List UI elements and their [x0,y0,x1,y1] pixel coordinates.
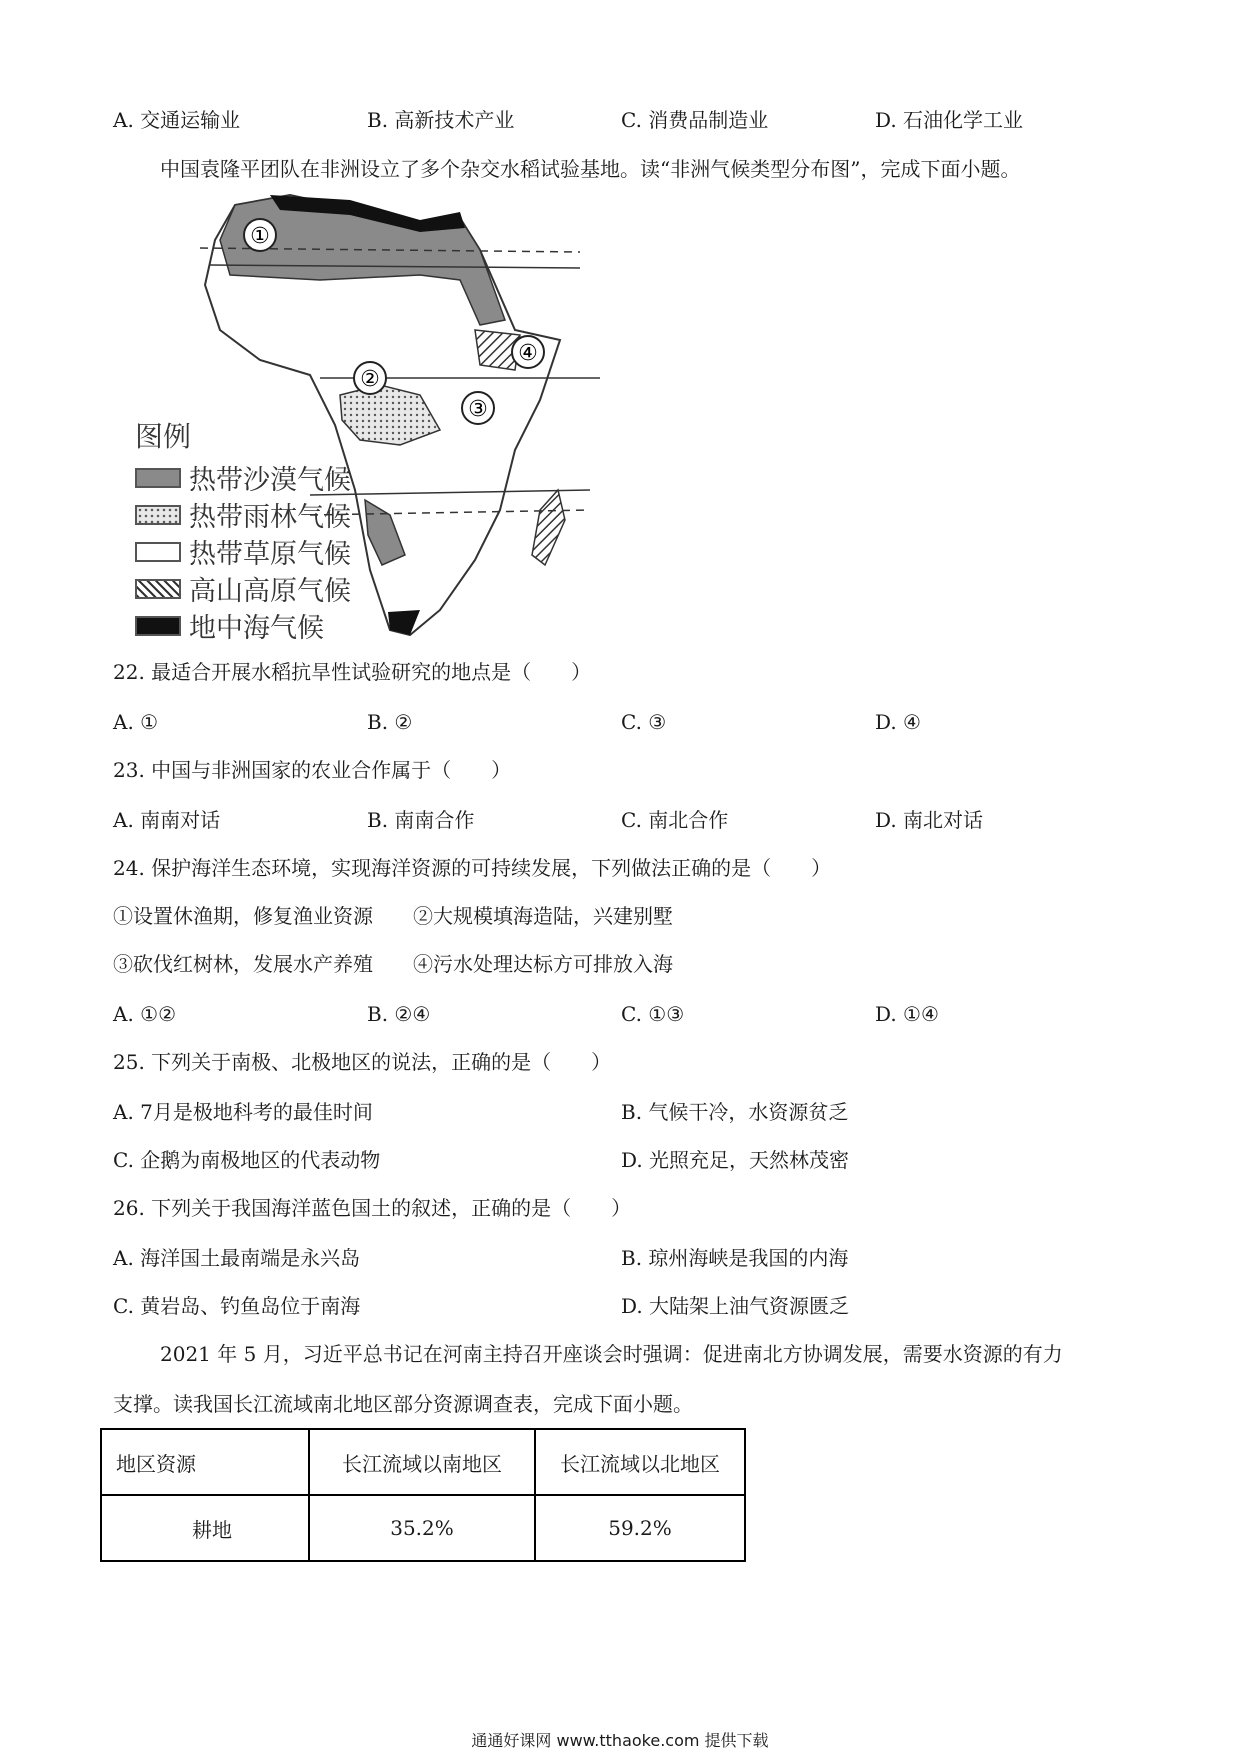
q23-option-c: C. 南北合作 [621,808,729,832]
intro-water-1: 2021 年 5 月，习近平总书记在河南主持召开座谈会时强调：促进南北方协调发展，需要水资源的有力 [160,1342,1063,1366]
q23-option-a: A. 南南对话 [113,808,221,832]
svg-text:④: ④ [518,341,538,366]
q22-option-a: A. ① [113,710,159,734]
svg-text:②: ② [360,367,380,392]
q26-stem: 26. 下列关于我国海洋蓝色国土的叙述，正确的是（ ） [113,1196,632,1220]
table-header-cell: 地区资源 [101,1429,309,1495]
legend-rainforest [135,495,351,534]
q24-items-2: ③砍伐红树林，发展水产养殖 ④污水处理达标方可排放入海 [113,952,673,976]
q26-options-row2 [113,1292,1153,1320]
table-header-cell: 长江流域以南地区 [309,1429,535,1495]
legend-label: 热带沙漠气候 [189,465,351,496]
q26-option-c: C. 黄岩岛、钓鱼岛位于南海 [113,1294,361,1318]
legend-title: 图例 [135,420,192,453]
q23-option-b: B. 南南合作 [367,808,475,832]
q24-option-c: C. ①③ [621,1002,685,1026]
legend-swatch-desert [135,468,181,488]
q21-option-d: D. 石油化学工业 [875,108,1024,132]
marker-2 [354,362,386,394]
legend-highland [135,569,351,608]
legend-label: 地中海气候 [189,613,324,644]
legend-label: 热带草原气候 [189,539,351,570]
q25-stem: 25. 下列关于南极、北极地区的说法，正确的是（ ） [113,1050,612,1074]
q21-option-c: C. 消费品制造业 [621,108,769,132]
legend-label: 热带雨林气候 [189,502,351,533]
q21-option-b: B. 高新技术产业 [367,108,515,132]
q24-stem: 24. 保护海洋生态环境，实现海洋资源的可持续发展，下列做法正确的是（ ） [113,856,832,880]
q25-option-b: B. 气候干冷，水资源贫乏 [621,1100,849,1124]
q24-options [113,1000,1153,1028]
table-row [101,1495,745,1561]
legend-mediterranean [135,606,324,645]
svg-text:③: ③ [468,397,488,422]
q25-option-d: D. 光照充足，天然林茂密 [621,1148,850,1172]
legend-swatch-rainforest [135,505,181,525]
table-cell: 35.2% [309,1495,535,1561]
svg-text:①: ① [250,224,270,249]
legend-swatch-savanna [135,542,181,562]
q26-option-d: D. 大陆架上油气资源匮乏 [621,1294,850,1318]
table-header-cell: 长江流域以北地区 [535,1429,745,1495]
madagascar [532,490,565,565]
table-cell: 耕地 [101,1495,309,1561]
marker-1 [244,219,276,251]
q22-stem: 22. 最适合开展水稻抗旱性试验研究的地点是（ ） [113,660,592,684]
q24-option-a: A. ①② [113,1002,177,1026]
table-header-row [101,1429,745,1495]
marker-4 [512,336,544,368]
q21-options [113,106,1153,134]
q26-option-a: A. 海洋国土最南端是永兴岛 [113,1246,361,1270]
q26-option-b: B. 琼州海峡是我国的内海 [621,1246,849,1270]
legend-savanna [135,532,351,571]
table-cell: 59.2% [535,1495,745,1561]
q23-option-d: D. 南北对话 [875,808,984,832]
intro-africa: 中国袁隆平团队在非洲设立了多个杂交水稻试验基地。读“非洲气候类型分布图”，完成下面小题。 [160,157,1021,181]
q25-options-row1 [113,1098,1153,1126]
q21-option-a: A. 交通运输业 [113,108,241,132]
q25-option-a: A. 7月是极地科考的最佳时间 [113,1100,373,1124]
marker-3 [462,392,494,424]
intro-water-2: 支撑。读我国长江流域南北地区部分资源调查表，完成下面小题。 [113,1392,693,1416]
q26-options-row1 [113,1244,1153,1272]
resource-table [100,1428,746,1562]
q24-option-d: D. ①④ [875,1002,939,1026]
page-footer: 通通好课网 www.tthaoke.com 提供下载 [471,1731,769,1750]
q22-options [113,708,1153,736]
q22-option-b: B. ② [367,710,413,734]
q25-options-row2 [113,1146,1153,1174]
q23-options [113,806,1153,834]
q22-option-d: D. ④ [875,710,921,734]
q24-option-b: B. ②④ [367,1002,431,1026]
q23-stem: 23. 中国与非洲国家的农业合作属于（ ） [113,758,512,782]
legend-desert [135,458,351,497]
legend-swatch-mediterranean [135,616,181,636]
legend-swatch-highland [135,579,181,599]
q24-items-1: ①设置休渔期，修复渔业资源 ②大规模填海造陆，兴建别墅 [113,904,673,928]
legend-label: 高山高原气候 [189,576,351,607]
q22-option-c: C. ③ [621,710,667,734]
q25-option-c: C. 企鹅为南极地区的代表动物 [113,1148,381,1172]
